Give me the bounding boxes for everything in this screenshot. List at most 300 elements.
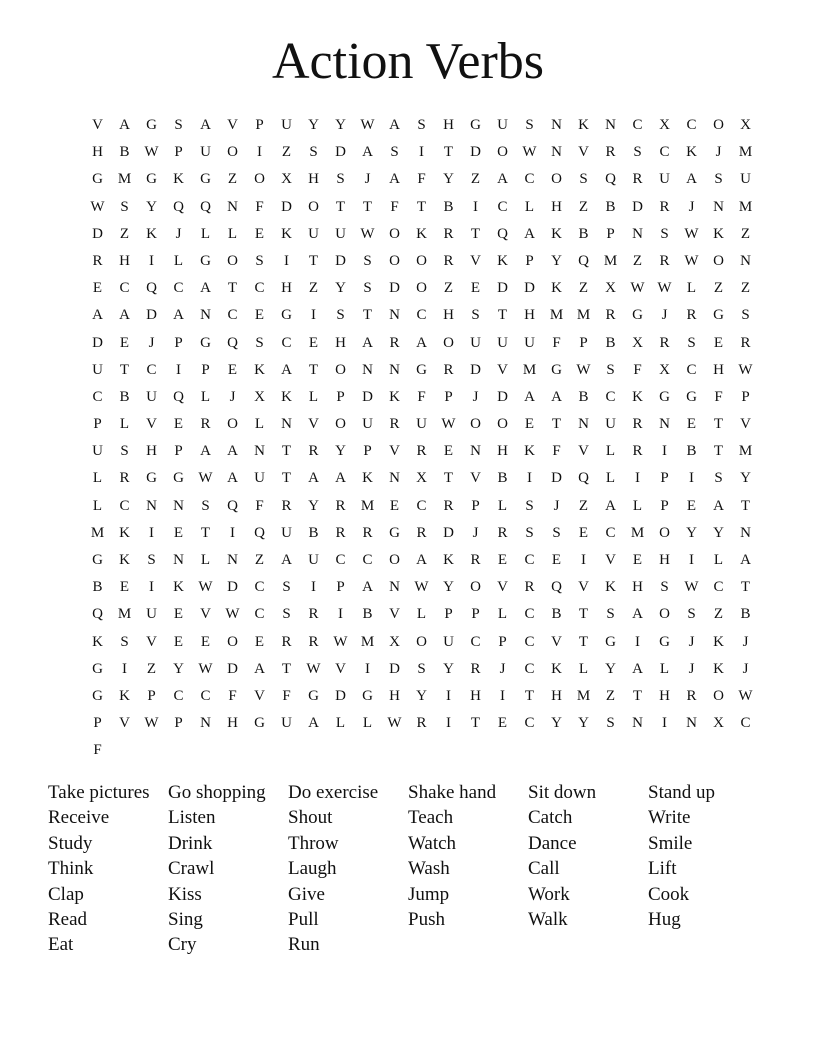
- grid-letter: D: [551, 470, 562, 487]
- grid-letter: U: [308, 225, 319, 242]
- grid-letter: L: [200, 552, 211, 568]
- grid-letter: Q: [227, 497, 238, 514]
- grid-letter: I: [662, 443, 667, 460]
- grid-letter: R: [686, 687, 697, 704]
- grid-letter: P: [174, 144, 183, 161]
- grid-letter: V: [146, 633, 157, 650]
- grid-letter: O: [416, 633, 427, 650]
- grid-letter: E: [443, 443, 454, 460]
- grid-letter: C: [200, 687, 211, 704]
- grid-letter: T: [281, 470, 292, 487]
- grid-letter: H: [659, 687, 670, 704]
- grid-letter: C: [362, 552, 373, 568]
- grid-letter: E: [119, 579, 130, 596]
- word-list-item: Teach: [408, 807, 454, 829]
- grid-letter: J: [688, 660, 695, 677]
- grid-letter: K: [173, 579, 184, 596]
- grid-letter: R: [119, 470, 130, 487]
- grid-letter: S: [282, 579, 291, 596]
- grid-letter: S: [606, 715, 615, 732]
- grid-letter: W: [441, 416, 456, 433]
- grid-letter: R: [443, 225, 454, 242]
- grid-letter: P: [363, 443, 372, 460]
- grid-letter: D: [497, 388, 508, 405]
- grid-letter: W: [90, 198, 105, 215]
- grid-letter: I: [149, 524, 154, 541]
- grid-letter: N: [389, 307, 400, 324]
- grid-letter: C: [524, 171, 535, 188]
- grid-letter: E: [389, 497, 400, 514]
- grid-letter: I: [662, 715, 667, 732]
- grid-letter: H: [119, 252, 130, 269]
- grid-letter: O: [659, 524, 670, 541]
- grid-letter: Y: [740, 470, 751, 487]
- grid-letter: H: [227, 715, 238, 732]
- page-title: Action Verbs: [271, 33, 544, 90]
- grid-letter: O: [389, 552, 400, 568]
- grid-letter: R: [470, 552, 481, 568]
- grid-letter: N: [740, 252, 751, 269]
- grid-letter: L: [173, 252, 184, 269]
- grid-letter: A: [389, 171, 400, 188]
- grid-letter: Z: [281, 144, 292, 161]
- grid-letter: R: [605, 144, 616, 161]
- grid-letter: B: [605, 334, 616, 351]
- grid-letter: N: [146, 497, 157, 514]
- grid-letter: X: [740, 117, 751, 133]
- word-list-item: Give: [288, 883, 325, 905]
- grid-letter: P: [174, 334, 183, 351]
- grid-letter: U: [281, 715, 292, 732]
- grid-letter: M: [117, 606, 132, 623]
- grid-letter: E: [173, 416, 184, 433]
- grid-letter: H: [497, 443, 508, 460]
- grid-letter: F: [552, 443, 561, 460]
- grid-letter: N: [389, 579, 400, 596]
- grid-letter: I: [527, 470, 532, 487]
- grid-letter: I: [689, 552, 694, 568]
- grid-letter: Y: [686, 524, 697, 541]
- grid-letter: Q: [200, 198, 211, 215]
- grid-letter: V: [740, 416, 751, 433]
- grid-letter: N: [389, 361, 400, 378]
- grid-letter: C: [254, 280, 265, 297]
- grid-letter: D: [92, 334, 103, 351]
- grid-letter: W: [684, 252, 699, 269]
- grid-letter: L: [416, 606, 427, 623]
- grid-letter: L: [632, 497, 643, 514]
- grid-letter: U: [146, 606, 157, 623]
- grid-letter: L: [200, 388, 211, 405]
- grid-letter: J: [364, 171, 371, 188]
- grid-letter: C: [524, 552, 535, 568]
- grid-letter: N: [173, 552, 184, 568]
- grid-letter: W: [522, 144, 537, 161]
- grid-letter: I: [689, 470, 694, 487]
- grid-letter: H: [632, 579, 643, 596]
- word-list-item: Think: [48, 858, 94, 880]
- grid-letter: C: [470, 633, 481, 650]
- grid-letter: G: [551, 361, 562, 378]
- grid-letter: Z: [632, 252, 643, 269]
- grid-letter: O: [713, 252, 724, 269]
- grid-letter: P: [174, 443, 183, 460]
- grid-letter: W: [387, 715, 402, 732]
- grid-letter: N: [281, 416, 292, 433]
- grid-letter: H: [551, 687, 562, 704]
- grid-letter: V: [578, 579, 589, 596]
- grid-letter: B: [362, 606, 373, 623]
- grid-letter: I: [149, 252, 154, 269]
- grid-letter: R: [605, 307, 616, 324]
- grid-letter: B: [551, 606, 562, 623]
- grid-letter: E: [524, 416, 535, 433]
- grid-letter: W: [144, 144, 159, 161]
- grid-letter: M: [360, 633, 375, 650]
- grid-letter: V: [200, 606, 211, 623]
- grid-letter: T: [119, 361, 130, 378]
- grid-letter: Z: [227, 171, 238, 188]
- grid-letter: W: [360, 117, 375, 133]
- grid-letter: M: [603, 252, 618, 269]
- grid-letter: O: [497, 144, 508, 161]
- grid-letter: S: [309, 144, 318, 161]
- grid-letter: F: [714, 388, 723, 405]
- grid-letter: B: [497, 470, 508, 487]
- grid-letter: C: [740, 715, 751, 732]
- grid-letter: S: [525, 117, 534, 133]
- grid-letter: B: [119, 144, 130, 161]
- grid-letter: K: [713, 633, 724, 650]
- grid-letter: B: [578, 388, 589, 405]
- grid-letter: E: [200, 633, 211, 650]
- grid-letter: R: [740, 334, 751, 351]
- grid-letter: G: [713, 307, 724, 324]
- grid-letter: R: [308, 443, 319, 460]
- grid-letter: P: [579, 334, 588, 351]
- word-list-item: Hug: [648, 908, 681, 930]
- grid-letter: I: [473, 198, 478, 215]
- grid-letter: Z: [443, 280, 454, 297]
- word-list-item: Shake hand: [408, 782, 497, 803]
- grid-letter: H: [443, 307, 454, 324]
- grid-letter: Y: [308, 117, 319, 133]
- grid-letter: X: [659, 117, 670, 133]
- grid-letter: Y: [443, 579, 454, 596]
- grid-letter: E: [470, 280, 481, 297]
- grid-letter: L: [308, 388, 319, 405]
- word-list-item: Take pictures: [48, 782, 150, 803]
- grid-letter: K: [173, 171, 184, 188]
- grid-letter: W: [657, 280, 672, 297]
- grid-letter: U: [470, 334, 481, 351]
- word-list-item: Watch: [408, 832, 457, 854]
- grid-letter: H: [146, 443, 157, 460]
- grid-letter: G: [362, 687, 373, 704]
- grid-letter: W: [225, 606, 240, 623]
- grid-letter: A: [524, 225, 535, 242]
- grid-letter: K: [497, 252, 508, 269]
- grid-letter: G: [605, 633, 616, 650]
- grid-letter: T: [740, 497, 751, 514]
- grid-letter: A: [362, 334, 373, 351]
- grid-letter: F: [255, 198, 264, 215]
- grid-letter: R: [470, 660, 481, 677]
- grid-letter: X: [659, 361, 670, 378]
- grid-letter: G: [200, 252, 211, 269]
- grid-letter: O: [713, 117, 724, 133]
- grid-letter: I: [311, 579, 316, 596]
- grid-letter: O: [443, 334, 454, 351]
- grid-letter: T: [470, 715, 481, 732]
- grid-letter: A: [605, 497, 616, 514]
- grid-letter: A: [416, 334, 427, 351]
- grid-letter: A: [254, 660, 265, 677]
- grid-letter: M: [576, 307, 591, 324]
- grid-letter: D: [389, 280, 400, 297]
- grid-letter: O: [335, 416, 346, 433]
- grid-letter: J: [148, 334, 155, 351]
- grid-letter: O: [254, 171, 265, 188]
- grid-letter: R: [659, 252, 670, 269]
- grid-letter: N: [200, 307, 211, 324]
- grid-letter: S: [363, 252, 372, 269]
- grid-letter: G: [146, 470, 157, 487]
- grid-letter: G: [92, 171, 103, 188]
- grid-letter: R: [659, 198, 670, 215]
- grid-letter: H: [713, 361, 724, 378]
- grid-letter: R: [308, 633, 319, 650]
- grid-letter: U: [200, 144, 211, 161]
- grid-letter: D: [281, 198, 292, 215]
- grid-letter: Z: [119, 225, 130, 242]
- grid-letter: L: [335, 715, 346, 732]
- grid-letter: T: [740, 579, 751, 596]
- grid-letter: S: [552, 524, 561, 541]
- grid-letter: G: [146, 117, 157, 133]
- grid-letter: J: [661, 307, 668, 324]
- grid-letter: L: [497, 606, 508, 623]
- word-list-item: Throw: [288, 832, 339, 854]
- grid-letter: A: [227, 443, 238, 460]
- grid-letter: G: [200, 334, 211, 351]
- grid-letter: O: [416, 252, 427, 269]
- grid-letter: S: [660, 579, 669, 596]
- grid-letter: U: [443, 633, 454, 650]
- grid-letter: K: [632, 388, 643, 405]
- grid-letter: N: [551, 144, 562, 161]
- grid-letter: T: [308, 361, 319, 378]
- grid-letter: V: [254, 687, 265, 704]
- grid-letter: I: [338, 606, 343, 623]
- grid-letter: S: [255, 252, 264, 269]
- grid-letter: F: [282, 687, 291, 704]
- grid-letter: V: [227, 117, 238, 133]
- grid-letter: C: [605, 388, 616, 405]
- grid-letter: G: [92, 552, 103, 568]
- grid-letter: G: [308, 687, 319, 704]
- grid-letter: D: [92, 225, 103, 242]
- grid-letter: R: [281, 633, 292, 650]
- grid-letter: C: [173, 280, 184, 297]
- grid-letter: S: [633, 144, 642, 161]
- grid-letter: A: [416, 552, 427, 568]
- grid-letter: Y: [551, 252, 562, 269]
- grid-letter: D: [335, 687, 346, 704]
- grid-letter: M: [738, 144, 753, 161]
- grid-letter: Z: [713, 280, 724, 297]
- grid-letter: N: [551, 117, 562, 133]
- grid-letter: D: [470, 361, 481, 378]
- grid-letter: E: [308, 334, 319, 351]
- grid-letter: L: [119, 416, 130, 433]
- grid-letter: Z: [713, 606, 724, 623]
- grid-letter: P: [606, 225, 615, 242]
- grid-letter: H: [281, 280, 292, 297]
- grid-letter: Q: [173, 388, 184, 405]
- grid-letter: L: [92, 497, 103, 514]
- word-list-item: Wash: [408, 858, 450, 880]
- grid-letter: K: [551, 280, 562, 297]
- grid-letter: N: [578, 416, 589, 433]
- grid-letter: Y: [578, 715, 589, 732]
- grid-letter: P: [336, 388, 345, 405]
- grid-letter: I: [230, 524, 235, 541]
- grid-letter: Y: [335, 117, 346, 133]
- grid-letter: E: [119, 334, 130, 351]
- grid-letter: M: [360, 497, 375, 514]
- grid-letter: N: [632, 225, 643, 242]
- grid-letter: B: [578, 225, 589, 242]
- grid-letter: U: [659, 171, 670, 188]
- grid-letter: H: [389, 687, 400, 704]
- grid-letter: M: [576, 687, 591, 704]
- grid-letter: S: [336, 307, 345, 324]
- grid-letter: D: [227, 660, 238, 677]
- word-list-item: Write: [648, 807, 691, 829]
- grid-letter: H: [92, 144, 103, 161]
- grid-letter: C: [713, 579, 724, 596]
- grid-letter: K: [713, 225, 724, 242]
- grid-letter: T: [551, 416, 562, 433]
- grid-letter: T: [362, 307, 373, 324]
- grid-letter: N: [740, 524, 751, 541]
- grid-letter: E: [551, 552, 562, 568]
- grid-letter: L: [524, 198, 535, 215]
- grid-letter: Y: [335, 443, 346, 460]
- grid-letter: J: [472, 524, 479, 541]
- grid-letter: S: [714, 171, 723, 188]
- grid-letter: U: [281, 117, 292, 133]
- grid-letter: C: [227, 307, 238, 324]
- grid-letter: L: [497, 497, 508, 514]
- grid-letter: P: [93, 715, 102, 732]
- grid-letter: K: [686, 144, 697, 161]
- grid-letter: O: [389, 252, 400, 269]
- grid-letter: R: [686, 307, 697, 324]
- grid-letter: S: [714, 470, 723, 487]
- grid-letter: C: [254, 579, 265, 596]
- grid-letter: C: [281, 334, 292, 351]
- grid-letter: T: [443, 470, 454, 487]
- grid-letter: Q: [497, 225, 508, 242]
- grid-letter: K: [578, 117, 589, 133]
- grid-letter: I: [446, 715, 451, 732]
- grid-letter: R: [632, 443, 643, 460]
- grid-letter: G: [686, 388, 697, 405]
- grid-letter: R: [632, 171, 643, 188]
- grid-letter: M: [738, 198, 753, 215]
- grid-letter: K: [281, 225, 292, 242]
- grid-letter: Q: [254, 524, 265, 541]
- grid-letter: U: [254, 470, 265, 487]
- grid-letter: D: [335, 252, 346, 269]
- word-list-item: Receive: [48, 807, 110, 829]
- grid-letter: F: [228, 687, 237, 704]
- grid-letter: S: [174, 117, 183, 133]
- grid-letter: T: [200, 524, 211, 541]
- grid-letter: S: [336, 171, 345, 188]
- grid-letter: S: [741, 307, 750, 324]
- grid-letter: P: [174, 715, 183, 732]
- grid-letter: O: [416, 280, 427, 297]
- grid-letter: P: [147, 687, 156, 704]
- grid-letter: D: [362, 388, 373, 405]
- grid-letter: G: [92, 660, 103, 677]
- grid-letter: C: [173, 687, 184, 704]
- grid-letter: C: [119, 280, 130, 297]
- grid-letter: U: [497, 334, 508, 351]
- grid-letter: A: [92, 307, 103, 324]
- grid-letter: R: [389, 334, 400, 351]
- word-list-item: Kiss: [168, 883, 202, 905]
- grid-letter: D: [335, 144, 346, 161]
- grid-letter: P: [444, 606, 453, 623]
- grid-letter: V: [605, 552, 616, 568]
- grid-letter: L: [686, 280, 697, 297]
- grid-letter: K: [119, 687, 130, 704]
- grid-letter: Y: [443, 660, 454, 677]
- grid-letter: G: [389, 524, 400, 541]
- grid-letter: Y: [416, 687, 427, 704]
- grid-letter: F: [552, 334, 561, 351]
- grid-letter: K: [389, 388, 400, 405]
- grid-letter: Z: [470, 171, 481, 188]
- grid-letter: J: [688, 198, 695, 215]
- grid-letter: A: [173, 307, 184, 324]
- word-list-item: Laugh: [288, 858, 337, 880]
- grid-letter: E: [92, 280, 103, 297]
- grid-letter: Q: [578, 470, 589, 487]
- grid-letter: A: [551, 388, 562, 405]
- grid-letter: D: [227, 579, 238, 596]
- grid-letter: C: [686, 117, 697, 133]
- grid-letter: S: [201, 497, 210, 514]
- grid-letter: N: [227, 198, 238, 215]
- grid-letter: T: [335, 198, 346, 215]
- grid-letter: T: [578, 606, 589, 623]
- word-list-item: Lift: [648, 858, 677, 880]
- grid-letter: U: [335, 225, 346, 242]
- grid-letter: W: [684, 579, 699, 596]
- grid-letter: N: [200, 715, 211, 732]
- grid-letter: C: [524, 715, 535, 732]
- word-list: [48, 780, 768, 958]
- grid-letter: Y: [551, 715, 562, 732]
- grid-letter: C: [659, 144, 670, 161]
- grid-letter: A: [308, 470, 319, 487]
- grid-letter: G: [200, 171, 211, 188]
